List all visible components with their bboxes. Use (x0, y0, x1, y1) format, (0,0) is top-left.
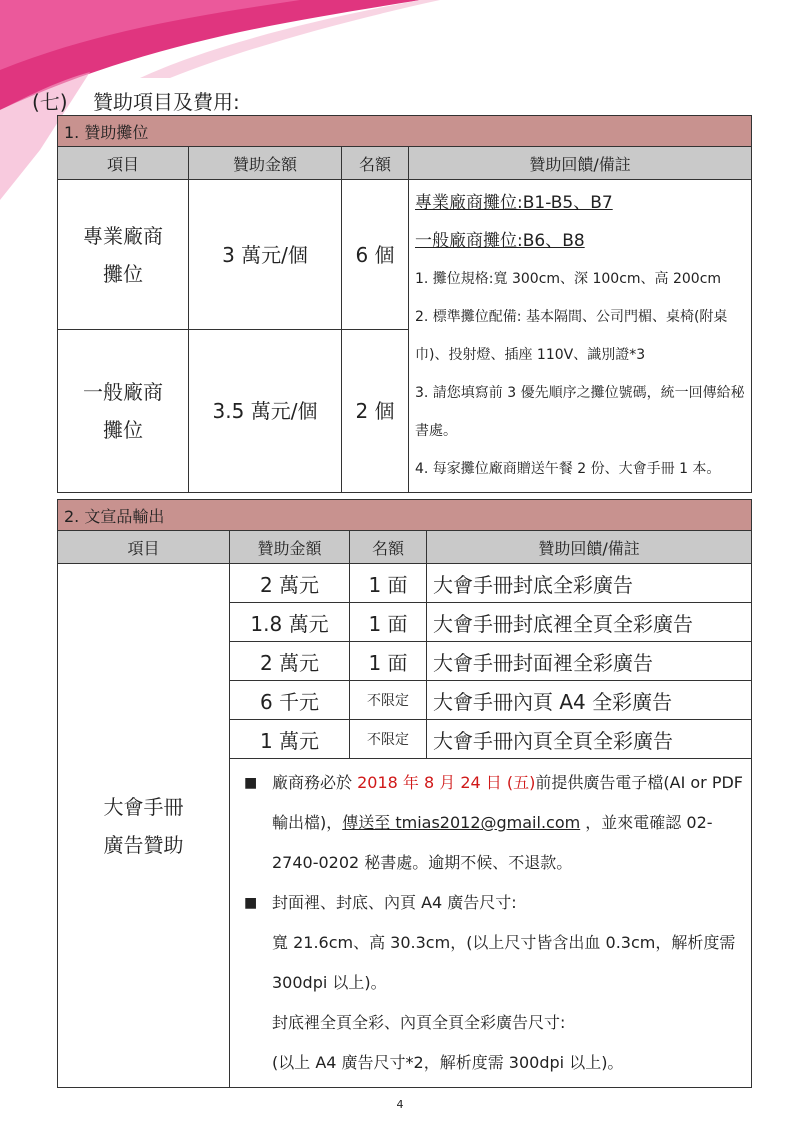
ad-size-line-1: 寬 21.6cm、高 30.3cm，(以上尺寸皆含出血 0.3cm，解析度需 300dpi 以上)。 (272, 933, 736, 992)
header-amount: 贊助金額 (230, 531, 350, 564)
bullet-ad-size: ■ 封面裡、封底、內頁 A4 廣告尺寸: (238, 883, 743, 923)
booth-notes (409, 180, 752, 493)
header-item: 項目 (58, 531, 230, 564)
note-3: 3. 請您填寫前 3 優先順序之攤位號碼，統一回傳給秘書處。 (415, 385, 745, 439)
row-amount-pro: 3 萬元/個 (189, 180, 342, 330)
ad-desc: 大會手冊內頁全頁全彩廣告 (427, 720, 752, 759)
note-2: 2. 標準攤位配備: 基本隔間、公司門楣、桌椅(附桌巾)、投射燈、插座 110V、識別證*3 (415, 309, 728, 363)
row-quota-pro: 6 個 (342, 180, 409, 330)
deadline-date: 2018 年 8 月 24 日 (五) (357, 773, 536, 792)
section1-title: 1. 贊助攤位 (58, 116, 752, 147)
ad-desc: 大會手冊封底全彩廣告 (427, 564, 752, 603)
bullet-square-icon: ■ (244, 775, 258, 791)
pro-booth-list: 專業廠商攤位:B1-B5、B7 (415, 193, 613, 213)
ad-size-line-2: 封底裡全頁全彩、內頁全頁全彩廣告尺寸: (272, 1013, 566, 1032)
page-number: 4 (396, 1098, 404, 1111)
ad-amount: 1 萬元 (230, 720, 350, 759)
header-notes: 贊助回饋/備註 (427, 531, 752, 564)
ad-desc: 大會手冊封底裡全頁全彩廣告 (427, 603, 752, 642)
ad-item-cell: 大會手冊 廣告贊助 (58, 564, 230, 1088)
note-1: 1. 攤位規格:寬 300cm、深 100cm、高 200cm (415, 271, 722, 287)
section2-title: 2. 文宣品輸出 (58, 500, 752, 531)
header-item: 項目 (58, 147, 189, 180)
header-notes: 贊助回饋/備註 (409, 147, 752, 180)
submit-email-link[interactable]: 傳送至 tmias2012@gmail.com (342, 813, 581, 832)
ad-quota: 不限定 (350, 720, 427, 759)
bullet-deadline: ■ 廠商務必於 2018 年 8 月 24 日 (五)前提供廣告電子檔(AI or PDF 輸出檔)，傳送至 tmias2012@gmail.com ，並來電確認 02-2740-0202 秘書處。逾期不候、不退款。 (238, 763, 743, 883)
ad-instructions (230, 759, 752, 1088)
ad-quota: 1 面 (350, 603, 427, 642)
print-sponsorship-table (57, 499, 752, 1088)
ad-amount: 1.8 萬元 (230, 603, 350, 642)
ad-quota: 1 面 (350, 642, 427, 681)
ad-desc: 大會手冊內頁 A4 全彩廣告 (427, 681, 752, 720)
ad-quota: 1 面 (350, 564, 427, 603)
ad-amount: 2 萬元 (230, 642, 350, 681)
booth-sponsorship-table (57, 115, 752, 493)
heading-text: 贊助項目及費用: (93, 90, 240, 114)
row-item-general: 一般廠商 攤位 (58, 330, 189, 493)
row-quota-general: 2 個 (342, 330, 409, 493)
ad-size-line-3: (以上 A4 廣告尺寸*2，解析度需 300dpi 以上)。 (272, 1053, 624, 1072)
bullet-square-icon: ■ (244, 895, 258, 911)
header-amount: 贊助金額 (189, 147, 342, 180)
row-amount-general: 3.5 萬元/個 (189, 330, 342, 493)
ad-amount: 2 萬元 (230, 564, 350, 603)
header-quota: 名額 (342, 147, 409, 180)
heading-index: (七) (32, 90, 68, 114)
general-booth-list: 一般廠商攤位:B6、B8 (415, 231, 585, 251)
note-4: 4. 每家攤位廠商贈送午餐 2 份、大會手冊 1 本。 (415, 461, 721, 477)
header-quota: 名額 (350, 531, 427, 564)
section-heading (32, 86, 240, 115)
ad-desc: 大會手冊封面裡全彩廣告 (427, 642, 752, 681)
row-item-pro: 專業廠商 攤位 (58, 180, 189, 330)
ad-amount: 6 千元 (230, 681, 350, 720)
ad-quota: 不限定 (350, 681, 427, 720)
